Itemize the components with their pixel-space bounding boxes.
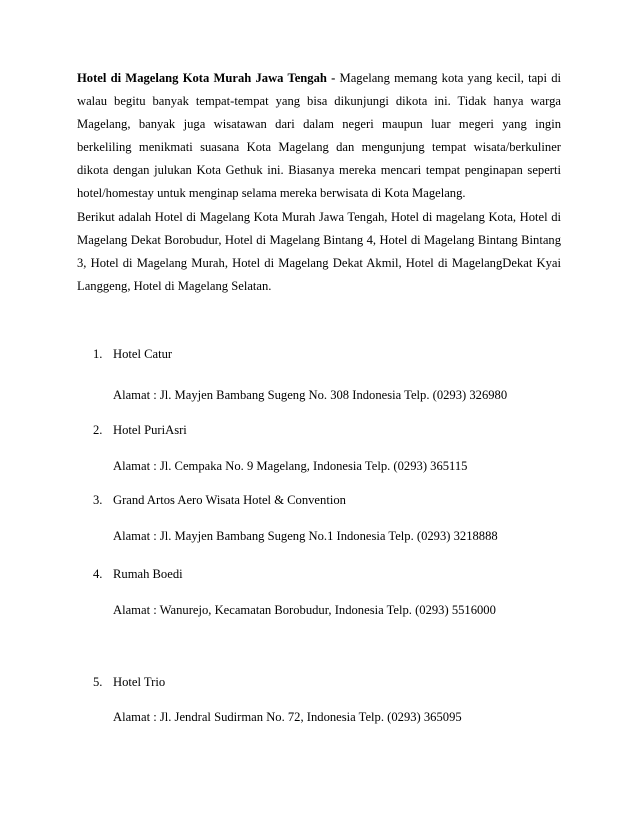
intro-text: Magelang memang kota yang kecil, tapi di walau begitu banyak tempat-tempat yang bisa dikunjungi dikota ini. Tidak hanya warga Magelang, banyak juga wisatawan dari dalam negeri maupun luar megeri yang ingin berkeliling menikmati suasana Kota Magelang dan mengunjung tempat wisata/berkuliner dikota dengan julukan Kota Gethuk ini. Biasanya mereka mencari tempat penginapan seperti hotel/homestay untuk menginap selama mereka berwisata di Kota Magelang. xyxy=(77,71,561,200)
hotel-address: Alamat : Jl. Cempaka No. 9 Magelang, Indonesia Telp. (0293) 365115 xyxy=(113,459,468,473)
list-number: 4. xyxy=(93,567,103,581)
hotel-address: Alamat : Jl. Mayjen Bambang Sugeng No. 308 Indonesia Telp. (0293) 326980 xyxy=(113,388,508,402)
hotel-address: Alamat : Jl. Jendral Sudirman No. 72, Indonesia Telp. (0293) 365095 xyxy=(113,710,462,724)
list-item xyxy=(93,566,183,583)
list-number: 3. xyxy=(93,493,103,507)
list-item xyxy=(93,492,346,509)
hotel-name: Hotel Catur xyxy=(113,347,173,361)
intro-title: Hotel di Magelang Kota Murah Jawa Tengah - xyxy=(77,71,336,85)
list-number: 2. xyxy=(93,423,103,437)
list-number: 5. xyxy=(93,675,103,689)
hotel-address: Alamat : Wanurejo, Kecamatan Borobudur, Indonesia Telp. (0293) 5516000 xyxy=(113,603,496,617)
hotel-address: Alamat : Jl. Mayjen Bambang Sugeng No.1 Indonesia Telp. (0293) 3218888 xyxy=(113,529,498,543)
hotel-name: Hotel Trio xyxy=(113,675,166,689)
hotel-name: Grand Artos Aero Wisata Hotel & Convention xyxy=(113,493,346,507)
summary-paragraph: Berikut adalah Hotel di Magelang Kota Murah Jawa Tengah, Hotel di magelang Kota, Hotel di Magelang Dekat Borobudur, Hotel di Magelang Bintang 4, Hotel di Magelang Bintang Bintang 3, Hotel di Magelang Murah, Hotel di Magelang Dekat Akmil, Hotel di MagelangDekat Kyai Langgeng, Hotel di Magelang Selatan. xyxy=(77,210,561,293)
hotel-name: Rumah Boedi xyxy=(113,567,183,581)
intro-paragraph xyxy=(77,67,561,205)
list-number: 1. xyxy=(93,347,103,361)
hotel-name: Hotel PuriAsri xyxy=(113,423,187,437)
list-item xyxy=(93,674,165,691)
list-item xyxy=(93,422,187,439)
list-item xyxy=(93,346,172,363)
